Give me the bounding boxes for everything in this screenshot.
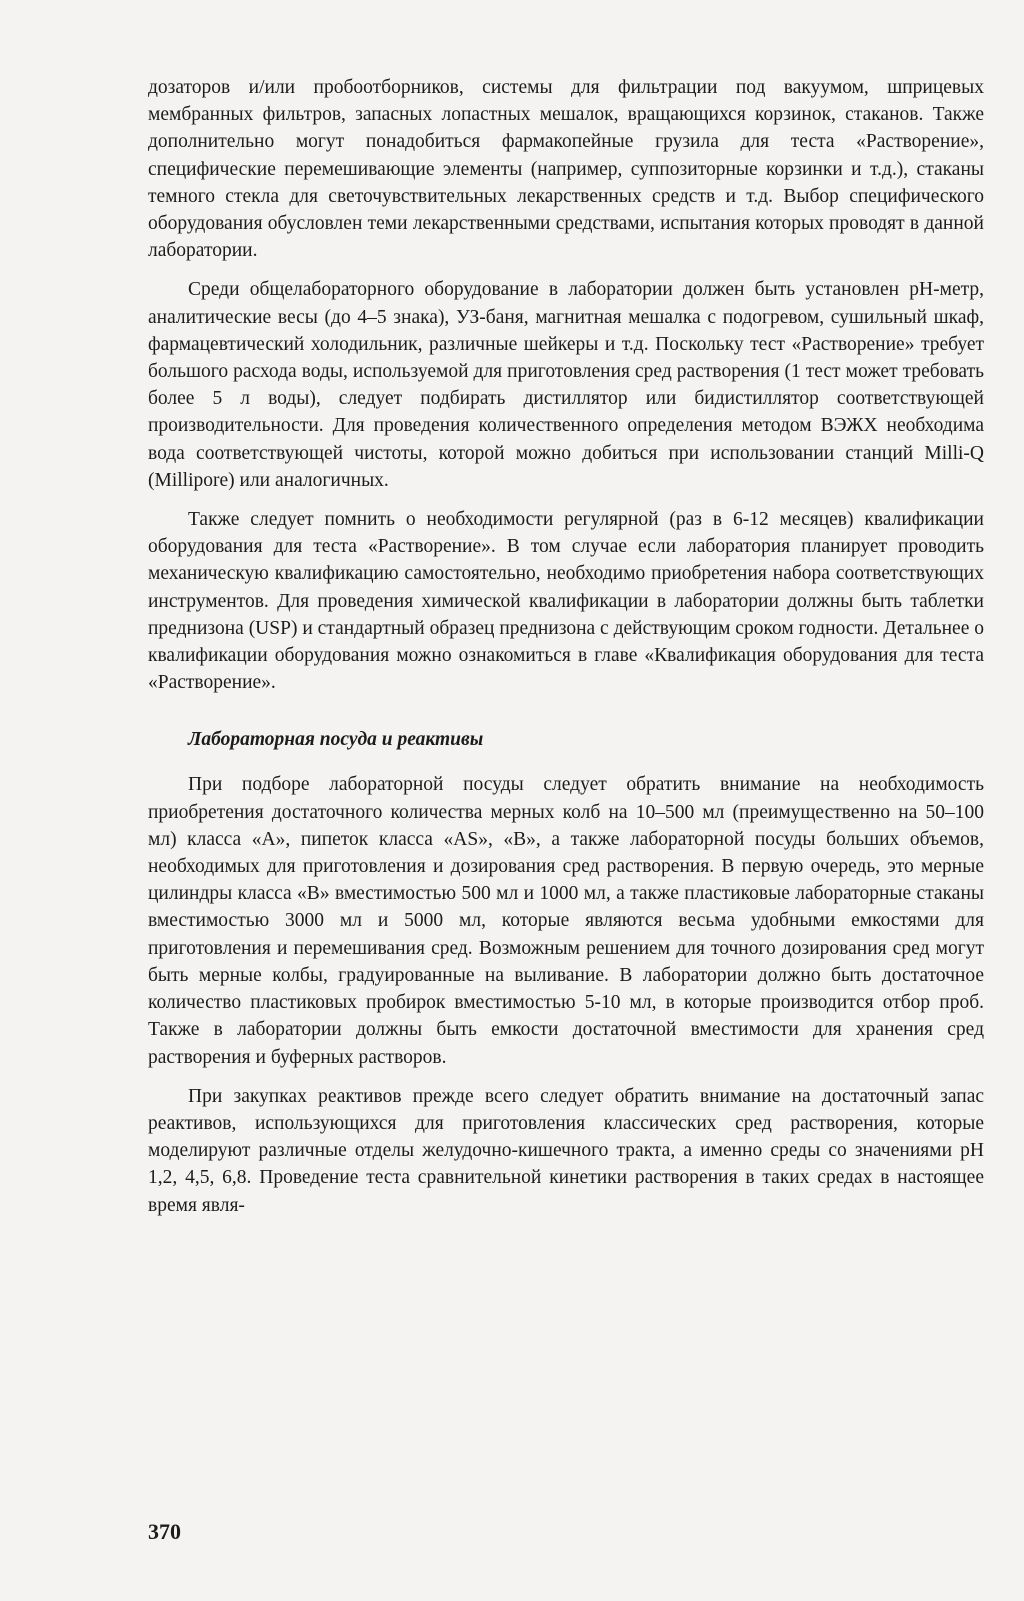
paragraph-equipment-list: дозаторов и/или пробоотборников, системы для фильтрации под вакуумом, шприцевых мембранных фильтров, запасных лопастных мешалок, вращающихся корзинок, стаканов. Также дополнительно могут понадобиться фармакопейные грузила для теста «Растворение», специфические перемешивающие элементы (например, суппозиторные корзинки и т.д.), стаканы темного стекла для светочувствительных лекарственных средств и т.д. Выбор специфического оборудования обусловлен теми лекарственными средствами, испытания которых проводят в данной лаборатории. bbox=[148, 77, 984, 262]
paragraph-reagents: При закупках реактивов прежде всего следует обратить внимание на достаточный запас реактивов, использующихся для приготовления классических сред растворения, которые моделируют различные отделы желудочно-кишечного тракта, а именно среды со значениями pH 1,2, 4,5, 6,8. Проведение теста сравнительной кинетики растворения в таких средах в настоящее время явля- bbox=[148, 1085, 984, 1216]
section-heading: Лабораторная посуда и реактивы bbox=[188, 729, 484, 751]
paragraph-glassware: При подборе лабораторной посуды следует обратить внимание на необходимость приобретения достаточного количества мерных колб на 10–500 мл (преимущественно на 50–100 мл) класса «А», пипеток класса «AS», «B», а также лабораторной посуды больших объемов, необходимых для приготовления и дозирования сред растворения. В первую очередь, это мерные цилиндры класса «B» вместимостью 500 мл и 1000 мл, а также пластиковые лабораторные стаканы вместимостью 3000 мл и 5000 мл, которые являются весьма удобными емкостями для приготовления и перемешивания сред. Возможным решением для точного дозирования сред могут быть мерные колбы, градуированные на выливание. В лаборатории должно быть достаточное количество пластиковых пробирок вместимостью 5-10 мл, в которые производится отбор проб. Также в лаборатории должны быть емкости достаточной вместимости для хранения сред растворения и буферных растворов. bbox=[148, 774, 984, 1068]
book-page bbox=[148, 74, 984, 1574]
page-number: 370 bbox=[148, 1519, 181, 1544]
paragraph-general-equipment: Среди общелабораторного оборудование в лаборатории должен быть установлен pH-метр, аналитические весы (до 4–5 знака), УЗ-баня, магнитная мешалка с подогревом, сушильный шкаф, фармацевтический холодильник, различные шейкеры и т.д. Поскольку тест «Растворение» требует большого расхода воды, используемой для приготовления сред растворения (1 тест может требовать более 5 л воды), следует подбирать дистиллятор или бидистиллятор соответствующей производительности. Для проведения количественного определения методом ВЭЖХ необходима вода соответствующей чистоты, которой можно добиться при использовании станций Milli-Q (Millipore) или аналогичных. bbox=[148, 279, 984, 491]
paragraph-qualification: Также следует помнить о необходимости регулярной (раз в 6-12 месяцев) квалификации оборудования для теста «Растворение». В том случае если лаборатория планирует проводить механическую квалификацию самостоятельно, необходимо приобретения набора соответствующих инструментов. Для проведения химической квалификации в лаборатории должны быть таблетки преднизона (USP) и стандартный образец преднизона с действующим сроком годности. Детальнее о квалификации оборудования можно ознакомиться в главе «Квалификация оборудования для теста «Растворение». bbox=[148, 509, 984, 694]
